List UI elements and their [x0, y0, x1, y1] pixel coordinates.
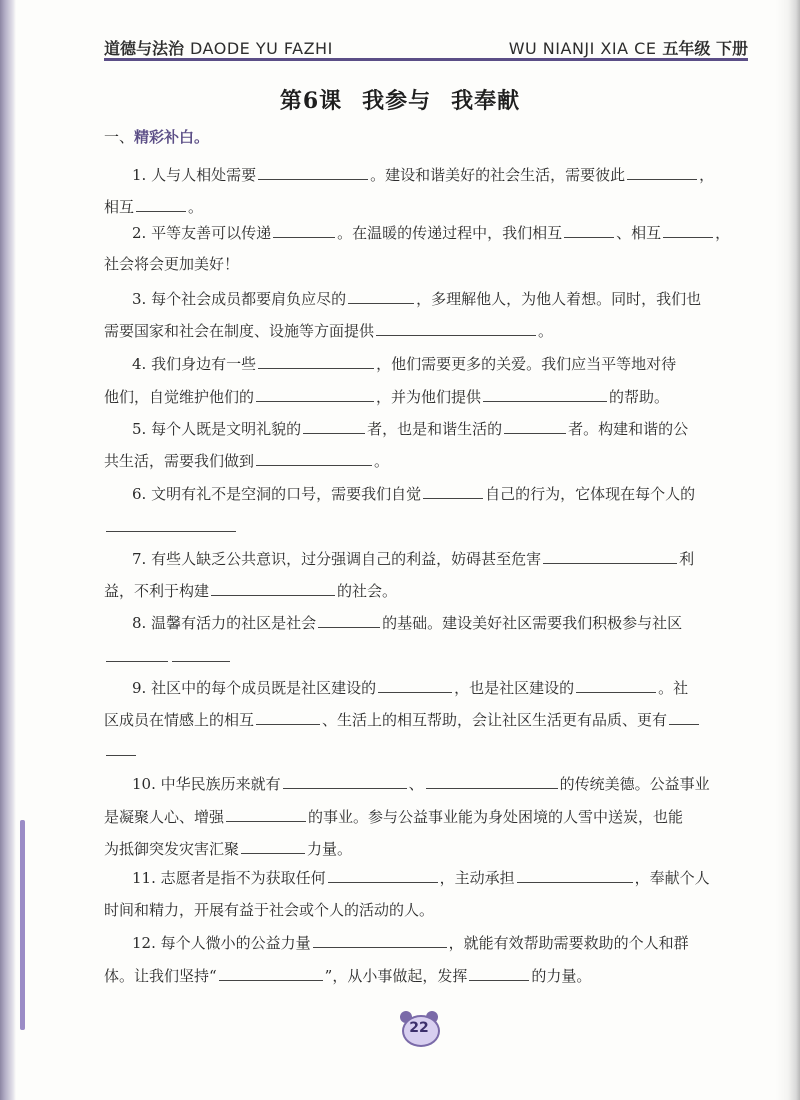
question-text: ，他们需要更多的关爱。我们应当平等地对待 — [376, 355, 677, 373]
question-text: ，就能有效帮助需要救助的个人和群 — [448, 934, 689, 952]
question-text: ， — [715, 224, 731, 242]
question-1-line-1 — [132, 164, 714, 185]
question-text: 9. 社区中的每个成员既是社区建设的 — [132, 679, 377, 697]
question-text: 10. 中华民族历来就有 — [132, 775, 281, 793]
answer-blank[interactable] — [172, 646, 230, 662]
question-text: 。建设和谐美好的社会生活，需要彼此 — [370, 166, 626, 184]
header-subject — [104, 36, 333, 59]
book-spine-shadow — [0, 0, 16, 1100]
answer-blank[interactable] — [627, 164, 697, 180]
page-number-badge — [398, 1011, 440, 1045]
question-text: 的传统美德。公益事业 — [559, 775, 710, 793]
question-text: 自己的行为，它体现在每个人的 — [485, 485, 696, 503]
question-text: 为抵御突发灾害汇聚 — [104, 840, 240, 858]
header-subject-cn: 道德与法治 — [104, 39, 185, 58]
answer-blank[interactable] — [211, 580, 335, 596]
question-text: 需要国家和社会在制度、设施等方面提供 — [104, 322, 375, 340]
question-10-line-1 — [132, 773, 710, 794]
question-text: 的社会。 — [337, 582, 398, 600]
answer-blank[interactable] — [517, 867, 633, 883]
running-header — [104, 34, 748, 61]
question-text: ，奉献个人 — [634, 869, 710, 887]
question-10-line-2 — [104, 806, 683, 827]
question-7-line-2 — [104, 580, 397, 601]
answer-blank[interactable] — [219, 965, 323, 981]
lesson-title-part1: 我参与 — [362, 88, 432, 114]
question-text: ，也是社区建设的 — [454, 679, 575, 697]
answer-blank[interactable] — [283, 773, 407, 789]
answer-blank[interactable] — [564, 222, 614, 238]
question-8-line-2 — [104, 646, 232, 667]
page-edge-shadow — [776, 0, 800, 1100]
answer-blank[interactable] — [256, 386, 374, 402]
question-text: 的力量。 — [531, 967, 592, 985]
question-text: 8. 温馨有活力的社区是社会 — [132, 614, 317, 632]
header-grade-cn: 五年级 下册 — [662, 39, 748, 58]
question-text: 的基础。建设美好社区需要我们积极参与社区 — [382, 614, 683, 632]
answer-blank[interactable] — [258, 353, 374, 369]
question-text: 者。构建和谐的公 — [568, 420, 689, 438]
section-heading — [104, 126, 209, 147]
question-3-line-1 — [132, 288, 701, 309]
answer-blank[interactable] — [256, 709, 320, 725]
question-text: 5. 每个人既是文明礼貌的 — [132, 420, 302, 438]
question-8-line-1 — [132, 612, 682, 633]
question-text: 。社 — [658, 679, 689, 697]
question-text: 体。让我们坚持“ — [104, 967, 217, 985]
question-text: 。在温暖的传递过程中，我们相互 — [337, 224, 563, 242]
question-6-line-2 — [104, 516, 238, 537]
answer-blank[interactable] — [504, 418, 566, 434]
question-text: 者，也是和谐生活的 — [367, 420, 503, 438]
question-text: 3. 每个社会成员都要肩负应尽的 — [132, 290, 347, 308]
question-text: 12. 每个人微小的公益力量 — [132, 934, 311, 952]
question-9-line-3 — [104, 740, 138, 761]
spine-accent-bar — [20, 820, 25, 1030]
question-text: ，并为他们提供 — [376, 388, 482, 406]
question-text: 他们，自觉维护他们的 — [104, 388, 255, 406]
answer-blank[interactable] — [423, 483, 483, 499]
answer-blank[interactable] — [106, 646, 168, 662]
question-5-line-1 — [132, 418, 688, 439]
answer-blank[interactable] — [348, 288, 414, 304]
answer-blank[interactable] — [318, 612, 380, 628]
question-text: 6. 文明有礼不是空洞的口号，需要我们自觉 — [132, 485, 422, 503]
question-1-line-2 — [104, 196, 203, 217]
question-text: ，主动承担 — [439, 869, 515, 887]
question-12-line-1 — [132, 932, 689, 953]
question-2-line-1 — [132, 222, 730, 243]
answer-blank[interactable] — [226, 806, 306, 822]
question-text: 是凝聚人心、增强 — [104, 808, 225, 826]
question-text: 、 — [408, 775, 424, 793]
question-text: 。 — [188, 198, 204, 216]
answer-blank[interactable] — [303, 418, 365, 434]
header-grade — [509, 36, 748, 59]
header-grade-en: WU NIANJI XIA CE — [508, 39, 657, 58]
question-text: ， — [699, 166, 715, 184]
page-number: 22 — [409, 1020, 429, 1036]
answer-blank[interactable] — [136, 196, 186, 212]
question-12-line-2 — [104, 965, 591, 986]
answer-blank[interactable] — [313, 932, 447, 948]
question-text: 社会将会更加美好！ — [104, 255, 240, 273]
question-text: 2. 平等友善可以传递 — [132, 224, 272, 242]
answer-blank[interactable] — [106, 740, 136, 756]
answer-blank[interactable] — [663, 222, 713, 238]
question-text: 益，不利于构建 — [104, 582, 210, 600]
question-text: 11. 志愿者是指不为获取任何 — [132, 869, 326, 887]
answer-blank[interactable] — [543, 548, 677, 564]
question-10-line-3 — [104, 838, 352, 859]
question-6-line-1 — [132, 483, 695, 504]
answer-blank[interactable] — [273, 222, 335, 238]
question-text: 的帮助。 — [609, 388, 670, 406]
question-text: 共生活，需要我们做到 — [104, 452, 255, 470]
answer-blank[interactable] — [376, 320, 536, 336]
header-subject-en: DAODE YU FAZHI — [190, 39, 333, 58]
question-text: 利 — [679, 550, 695, 568]
question-text: ”，从小事做起，发挥 — [324, 967, 468, 985]
answer-blank[interactable] — [576, 677, 656, 693]
question-text: 4. 我们身边有一些 — [132, 355, 257, 373]
question-2-line-2 — [104, 254, 239, 274]
question-9-line-2 — [104, 709, 701, 730]
question-text: 区成员在情感上的相互 — [104, 711, 255, 729]
question-text: 力量。 — [307, 840, 353, 858]
answer-blank[interactable] — [483, 386, 607, 402]
question-text: 。 — [374, 452, 390, 470]
section-number: 一、 — [104, 128, 135, 146]
answer-blank[interactable] — [669, 709, 699, 725]
question-text: 1. 人与人相处需要 — [132, 166, 257, 184]
question-text: 相互 — [104, 198, 135, 216]
answer-blank[interactable] — [256, 450, 372, 466]
section-title: 精彩补白。 — [134, 128, 210, 146]
question-text: 、相互 — [616, 224, 662, 242]
question-text: ，多理解他人，为他人着想。同时，我们也 — [416, 290, 702, 308]
question-5-line-2 — [104, 450, 389, 471]
answer-blank[interactable] — [426, 773, 558, 789]
answer-blank[interactable] — [469, 965, 529, 981]
answer-blank[interactable] — [258, 164, 368, 180]
lesson-title-part2: 我奉献 — [451, 88, 521, 114]
question-text: 时间和精力，开展有益于社会或个人的活动的人。 — [104, 901, 435, 919]
question-3-line-2 — [104, 320, 553, 341]
question-7-line-1 — [132, 548, 694, 569]
answer-blank[interactable] — [241, 838, 305, 854]
lesson-title — [0, 84, 800, 115]
question-4-line-1 — [132, 353, 676, 374]
question-4-line-2 — [104, 386, 669, 407]
question-11-line-2 — [104, 900, 434, 920]
lesson-number: 第6课 — [279, 88, 343, 114]
question-9-line-1 — [132, 677, 688, 698]
question-text: 、生活上的相互帮助，会让社区生活更有品质、更有 — [322, 711, 668, 729]
question-text: 的事业。参与公益事业能为身处困境的人雪中送炭，也能 — [308, 808, 684, 826]
answer-blank[interactable] — [378, 677, 452, 693]
question-text: 7. 有些人缺乏公共意识，过分强调自己的利益，妨碍甚至危害 — [132, 550, 542, 568]
answer-blank[interactable] — [328, 867, 438, 883]
answer-blank[interactable] — [106, 516, 236, 532]
question-11-line-1 — [132, 867, 710, 888]
question-text: 。 — [538, 322, 554, 340]
